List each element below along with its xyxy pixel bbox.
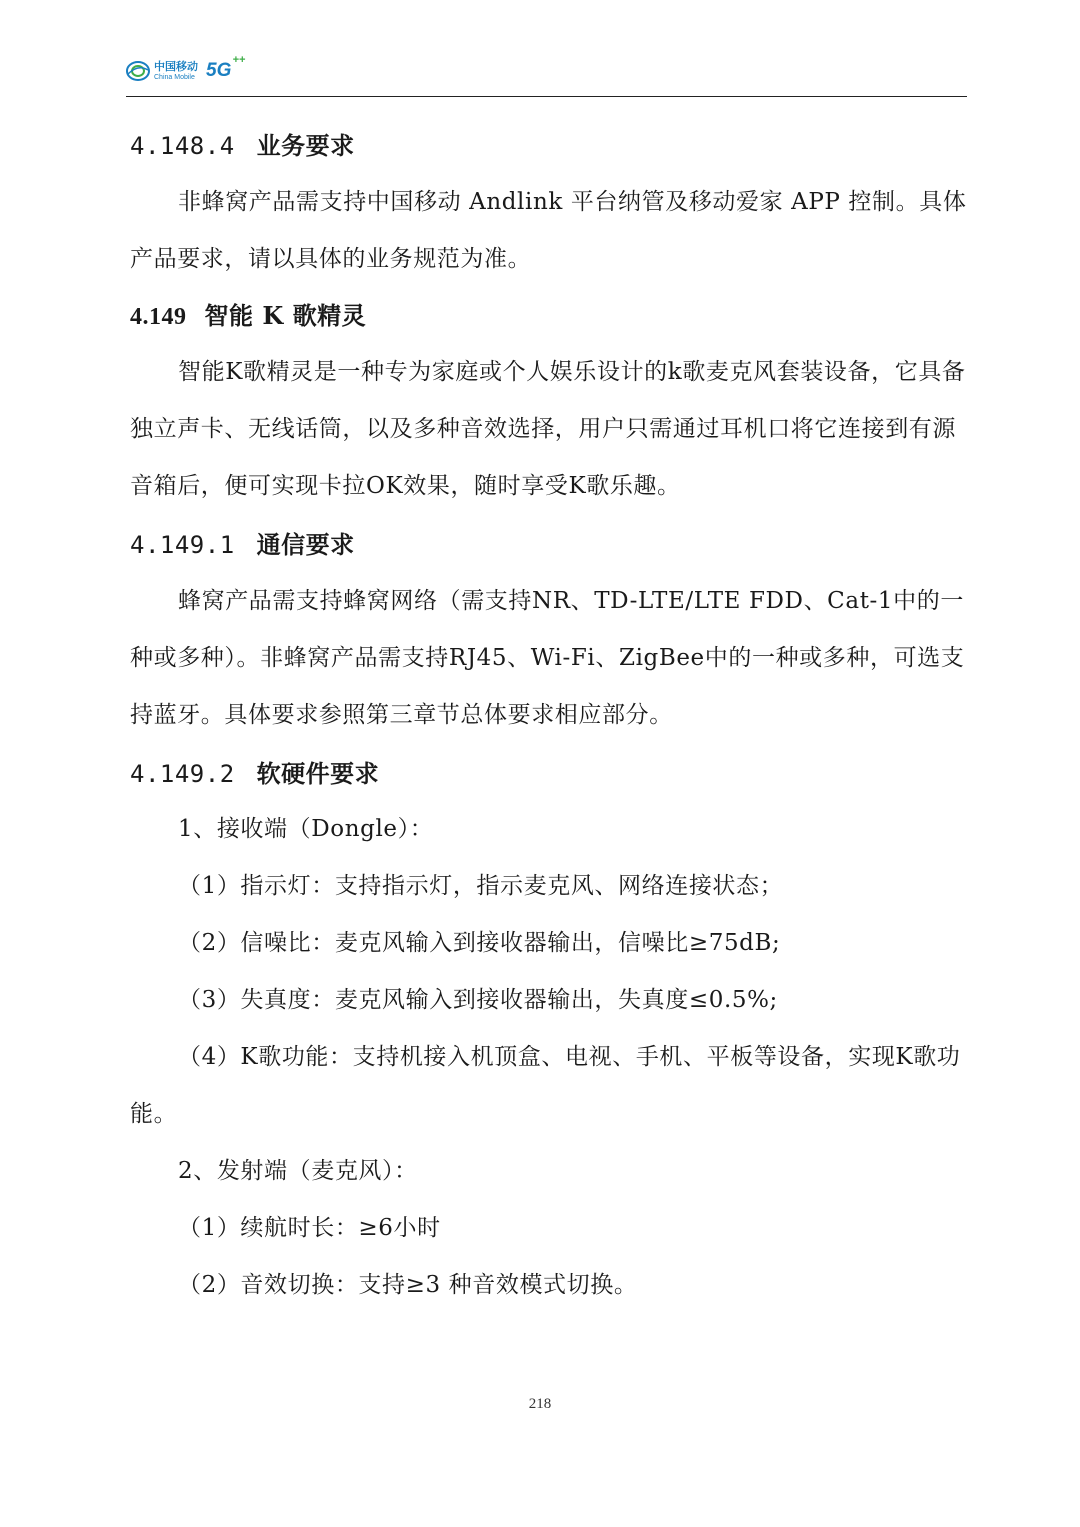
section-title: 通信要求 [256,530,355,559]
page-header [126,56,967,97]
logo-english-text: China Mobile [154,74,195,81]
section-title: 业务要求 [256,131,355,160]
china-mobile-logo [126,54,246,82]
logo-chinese-text: 中国移动 [154,60,198,73]
paragraph: 蜂窝产品需支持蜂窝网络（需支持NR、TD-LTE/LTE FDD、Cat-1中的一种或多种）。非蜂窝产品需支持RJ45、Wi-Fi、ZigBee中的一种或多种，可选支持蓝牙。具体要求参照第三章节总体要求相应部分。 [130,588,965,728]
section-number: 4.149.1 [130,531,235,559]
section-title: 智能 K 歌精灵 [204,301,367,330]
list-item: （3）失真度：麦克风输入到接收器输出，失真度≤0.5%; [178,987,778,1013]
section-heading-4-149-1 [130,525,970,560]
section-number: 4.148.4 [130,132,235,160]
list-item: （1）指示灯：支持指示灯，指示麦克风、网络连接状态； [178,873,784,899]
list-item: （1）续航时长：≥6小时 [178,1215,441,1241]
document-body [130,118,970,1314]
list-item: （2）信噪比：麦克风输入到接收器输出，信噪比≥75dB; [178,930,781,956]
page-number: 218 [528,1396,552,1412]
list-item: （4）K歌功能：支持机接入机顶盒、电视、手机、平板等设备，实现K歌功能。 [130,1044,961,1127]
section-number: 4.149.2 [130,760,235,788]
logo-5g-text: 5G [206,60,232,81]
section-heading-4-149 [130,296,970,331]
plus-icon: ++ [232,54,246,66]
china-mobile-swirl-icon [126,60,150,82]
list-item: （2）音效切换：支持≥3 种音效模式切换。 [178,1272,638,1298]
paragraph: 非蜂窝产品需支持中国移动 Andlink 平台纳管及移动爱家 APP 控制。具体产品要求，请以具体的业务规范为准。 [130,189,967,272]
logo-5g [206,54,246,82]
list-item: 2、发射端（麦克风）： [178,1158,418,1184]
section-heading-4-148-4 [130,126,970,161]
section-heading-4-149-2 [130,754,970,789]
section-number: 4.149 [130,304,187,330]
list-item: 1、接收端（Dongle）： [178,816,434,842]
section-title: 软硬件要求 [256,759,380,788]
paragraph: 智能K歌精灵是一种专为家庭或个人娱乐设计的k歌麦克风套装设备，它具备独立声卡、无线话筒，以及多种音效选择，用户只需通过耳机口将它连接到有源音箱后，便可实现卡拉OK效果，随时享受K歌乐趣。 [130,359,966,499]
